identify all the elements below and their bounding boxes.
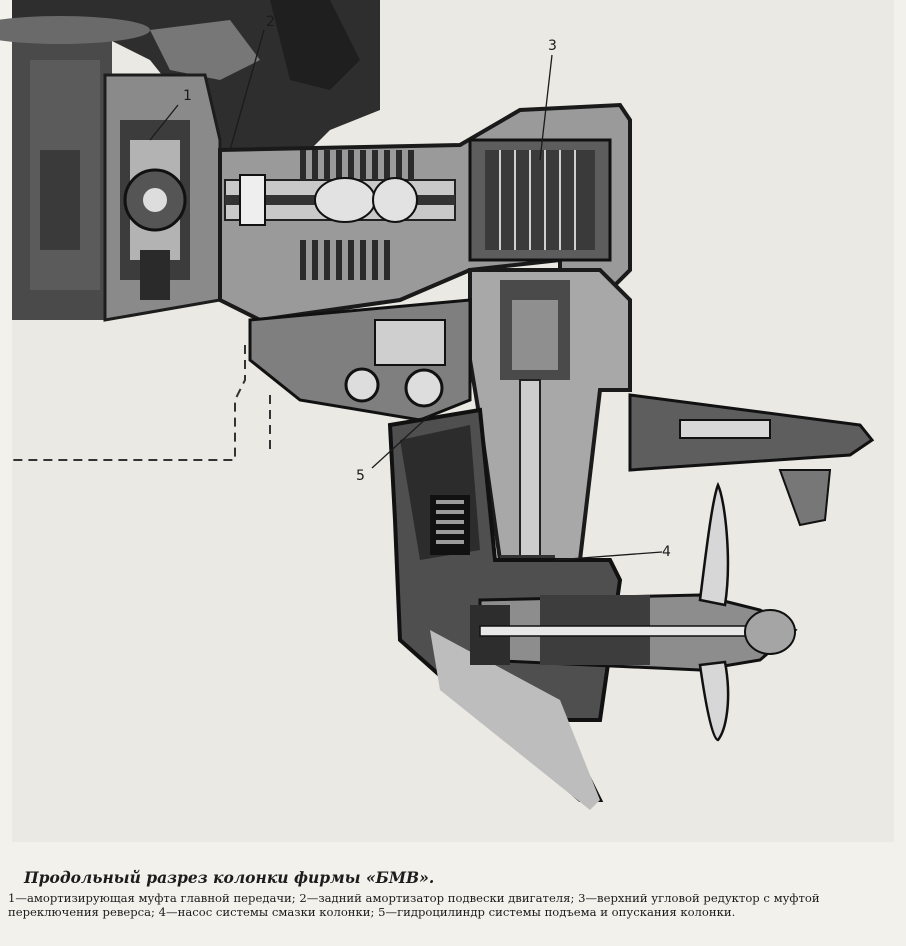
figure-caption [8,868,898,919]
callout-5: 5 [356,468,365,484]
callout-2: 2 [266,14,275,30]
caption-title: Продольный разрез колонки фирмы «БМВ». [24,868,435,887]
callout-3: 3 [548,38,557,54]
coupling-housing [105,75,220,320]
callout-1: 1 [183,88,192,104]
caption-legend: 1—амортизирующая муфта главной передачи; 2—задний амортизатор подвески двигателя; 3—верхний угловой редуктор с муфтой переключения реверса; 4—насос системы смазки колонки; 5—гидроцилиндр системы подъема и опускания колонки. [8,891,820,919]
propeller-hub [470,595,795,670]
callout-4: 4 [662,544,671,560]
